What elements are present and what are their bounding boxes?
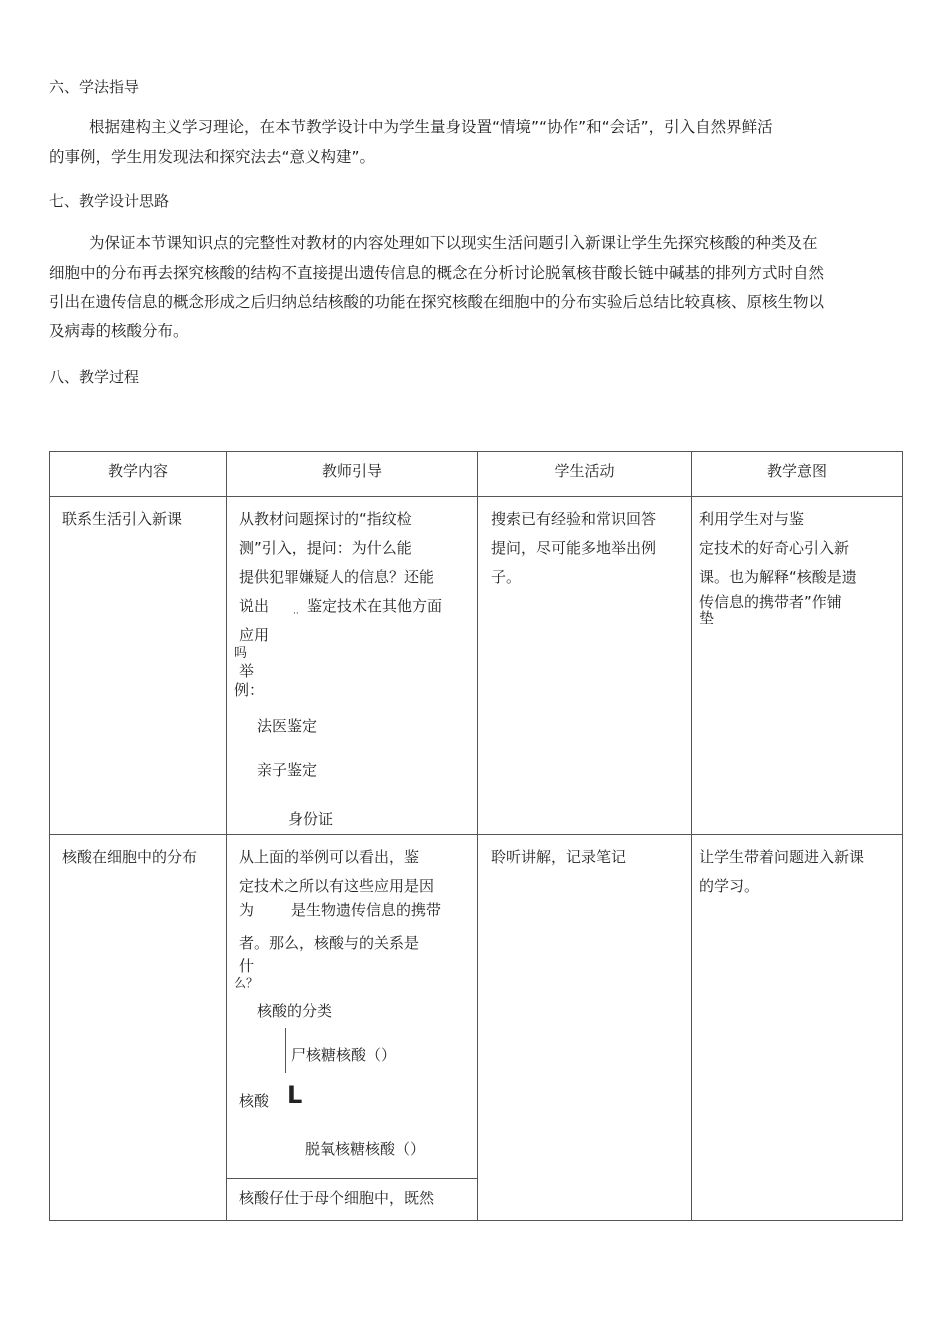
section-7-paragraph-line-2: 细胞中的分布再去探究核酸的结构不直接提出遗传信息的概念在分析讨论脱氧核苷酸长链中碱基的排列方式时自然	[49, 264, 825, 282]
row2-hesuan: 核酸	[239, 1092, 270, 1110]
teaching-process-table	[49, 451, 903, 1221]
table-header-row	[50, 452, 903, 497]
section-7-paragraph-line-1: 为保证本节课知识点的完整性对教材的内容处理如下以现实生活问题引入新课让学生先探究核酸的种类及在	[89, 234, 818, 252]
section-7-paragraph-line-4: 及病毒的核酸分布。	[49, 322, 189, 340]
row1-intent-tail: 垫	[699, 609, 715, 627]
row1-intent-line: 传信息的携带者”作铺	[699, 593, 842, 611]
header-label: 教学内容	[107, 462, 168, 480]
header-student-activity	[478, 452, 692, 497]
row1-content-cell	[50, 497, 227, 835]
table-row	[50, 497, 903, 835]
row1-teacher-ma: 吗	[234, 646, 248, 661]
row2-dna: 脱氧核糖核酸（）	[305, 1140, 426, 1158]
row2-teacher-cell	[227, 835, 478, 1221]
row1-intent-line: 定技术的好奇心引入新	[699, 539, 850, 557]
row2-student: 聆听讲解，记录笔记	[491, 848, 627, 866]
section-7-paragraph-line-3: 引出在遗传信息的概念形成之后归纳总结核酸的功能在探究核酸在细胞中的分布实验后总结比较真核、原核生物以	[49, 293, 825, 311]
row1-teacher-item: 亲子鉴定	[257, 761, 318, 779]
row1-student-line: 提问，尽可能多地举出例	[491, 539, 657, 557]
row1-teacher-shuochu: 说出	[239, 597, 270, 615]
header-teaching-content	[50, 452, 227, 497]
row2-rna: 尸核糖核酸（）	[291, 1046, 397, 1064]
row1-teacher-item: 法医鉴定	[257, 717, 318, 735]
row1-teacher-line: 测”引入，提问：为什么能	[239, 539, 412, 557]
row2-teacher-wei-rest: 是生物遗传信息的携带	[291, 901, 442, 919]
row1-student-cell	[478, 497, 692, 835]
row1-intent-cell	[692, 497, 903, 835]
section-7-heading: 七、教学设计思路	[49, 192, 170, 210]
section-6-paragraph-line-2: 的事例，学生用发现法和探究法去“意义构建”。	[49, 148, 376, 166]
header-label: 教学意图	[766, 462, 827, 480]
row2-teacher-last: 核酸仔仕于母个细胞中，既然	[239, 1189, 435, 1207]
table-row	[50, 835, 903, 1221]
section-8-heading: 八、教学过程	[49, 368, 140, 386]
row1-teacher-li: 例：	[234, 681, 265, 699]
row2-bracket: L	[287, 1081, 303, 1109]
row1-teacher-line: 提供犯罪嫌疑人的信息？还能	[239, 568, 435, 586]
bracket-line	[285, 1028, 286, 1073]
row1-teacher-ju: 举	[239, 662, 255, 680]
row1-teacher-yingyong: 应用	[239, 626, 270, 644]
inner-divider	[227, 1178, 477, 1179]
row1-teacher-jianding: 鉴定技术在其他方面	[307, 597, 443, 615]
row1-teacher-cell	[227, 497, 478, 835]
header-label: 学生活动	[554, 462, 615, 480]
row2-classify-title: 核酸的分类	[257, 1002, 333, 1020]
header-label: 教师引导	[321, 462, 382, 480]
section-6-paragraph-line-1: 根据建构主义学习理论，在本节教学设计中为学生量身设置“情境”“协作”和“会话”，引入自然界鲜活	[89, 118, 773, 136]
row1-intent-line: 利用学生对与鉴	[699, 510, 805, 528]
row2-teacher-line: 定技术之所以有这些应用是因	[239, 877, 435, 895]
row2-teacher-shen: 什	[239, 957, 255, 975]
row1-teacher-item: 身份证	[288, 810, 334, 828]
row2-teacher-line: 从上面的举例可以看出，鉴	[239, 848, 420, 866]
row1-intent-line: 课。也为解释“核酸是遗	[699, 568, 857, 586]
row2-student-cell	[478, 835, 692, 1221]
row2-teacher-wei: 为	[239, 901, 255, 919]
row2-teacher-me: 么？	[234, 976, 259, 990]
row2-teacher-line: 者。那么，核酸与的关系是	[239, 934, 420, 952]
row2-intent-cell	[692, 835, 903, 1221]
row2-content-cell	[50, 835, 227, 1221]
header-teacher-guidance	[227, 452, 478, 497]
row1-teacher-dots: ··	[293, 609, 299, 619]
row1-student-line: 子。	[491, 568, 522, 586]
row1-teacher-line: 从教材问题探讨的“指纹检	[239, 510, 412, 528]
row1-content: 联系生活引入新课	[62, 510, 183, 528]
section-6-heading: 六、学法指导	[49, 78, 140, 96]
header-teaching-intent	[692, 452, 903, 497]
row2-intent-line: 让学生带着问题进入新课	[699, 848, 865, 866]
row2-intent-line: 的学习。	[699, 877, 760, 895]
row1-student-line: 搜索已有经验和常识回答	[491, 510, 657, 528]
row2-content: 核酸在细胞中的分布	[62, 848, 198, 866]
